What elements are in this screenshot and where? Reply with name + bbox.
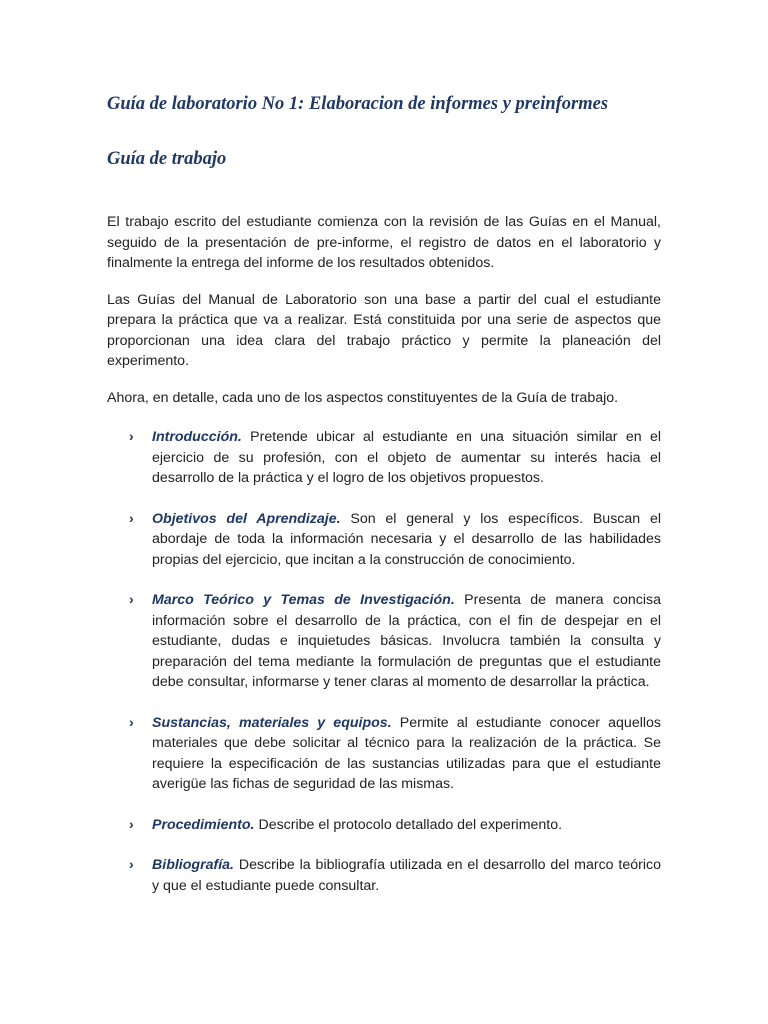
chevron-right-icon: › (129, 592, 134, 608)
paragraph-3: Ahora, en detalle, cada uno de los aspectos constituyentes de la Guía de trabajo. (107, 389, 619, 406)
document-body (107, 212, 661, 916)
list-item-text: Son el general y los específicos. Buscan el abordaje de toda la información necesaria y el desarrollo de las habilidades propias del ejercicio, que incitan a la construcción de conocimiento. (152, 510, 661, 568)
list-item-text: Describe el protocolo detallado del experimento. (254, 816, 563, 833)
list-item-procedimiento (107, 815, 661, 836)
list-item-marco-teorico (107, 590, 661, 693)
chevron-right-icon: › (129, 510, 134, 527)
list-item-text: Pretende ubicar al estudiante en una situación similar en el ejercicio de su profesión, con el objeto de aumentar su interés hacia el desarrollo de la práctica y el logro de los objetivos propuestos. (152, 429, 661, 486)
chevron-right-icon: › (129, 429, 134, 445)
list-item-text: Describe la bibliografía utilizada en el desarrollo del marco teórico y que el estudiante puede consultar. (152, 857, 661, 894)
document-title: Guía de laboratorio No 1: Elaboracion de informes y preinformes (107, 94, 609, 114)
chevron-right-icon: › (129, 816, 134, 833)
list-item-term: Introducción. (152, 429, 242, 445)
paragraph-1: El trabajo escrito del estudiante comienza con la revisión de las Guías en el Manual, seguido de la presentación de pre-informe, el registro de datos en el laboratorio y finalmente la entrega del informe de los resultados obtenidos. (107, 214, 661, 271)
list-item-bibliografia (107, 855, 661, 896)
list-item-term: Sustancias, materiales y equipos. (152, 714, 392, 731)
list-item-text: Presenta de manera concisa información sobre el desarrollo de la práctica, con el fin de despejar en el estudiante, dudas e inquietudes básicas. Involucra también la consulta y preparación del tema mediante la formulación de preguntas que el estudiante debe consultar, informarse y tener claras al momento de desarrollar la práctica. (152, 592, 661, 690)
list-item-text: Permite al estudiante conocer aquellos materiales que debe solicitar al técnico para la realización de la práctica. Se requiere la especificación de las sustancias utilizadas para que el estudiante averigüe las fichas de seguridad de las mismas. (152, 714, 661, 792)
list-item-objetivos (107, 509, 661, 571)
list-item-term: Procedimiento. (152, 816, 255, 833)
list-item-term: Marco Teórico y Temas de Investigación. (152, 592, 455, 608)
chevron-right-icon: › (129, 714, 134, 731)
list-item-introduccion (107, 427, 661, 489)
aspects-list (107, 427, 661, 896)
list-item-sustancias (107, 713, 661, 795)
list-item-term: Bibliografía. (152, 857, 234, 873)
paragraph-2: Las Guías del Manual de Laboratorio son una base a partir del cual el estudiante prepara la práctica que va a realizar. Está constituida por una serie de aspectos que proporcionan una idea clara del trabajo práctico y permite la planeación del experimento. (107, 291, 661, 369)
chevron-right-icon: › (129, 857, 134, 873)
section-heading: Guía de trabajo (107, 149, 227, 169)
list-item-term: Objetivos del Aprendizaje. (152, 510, 341, 527)
